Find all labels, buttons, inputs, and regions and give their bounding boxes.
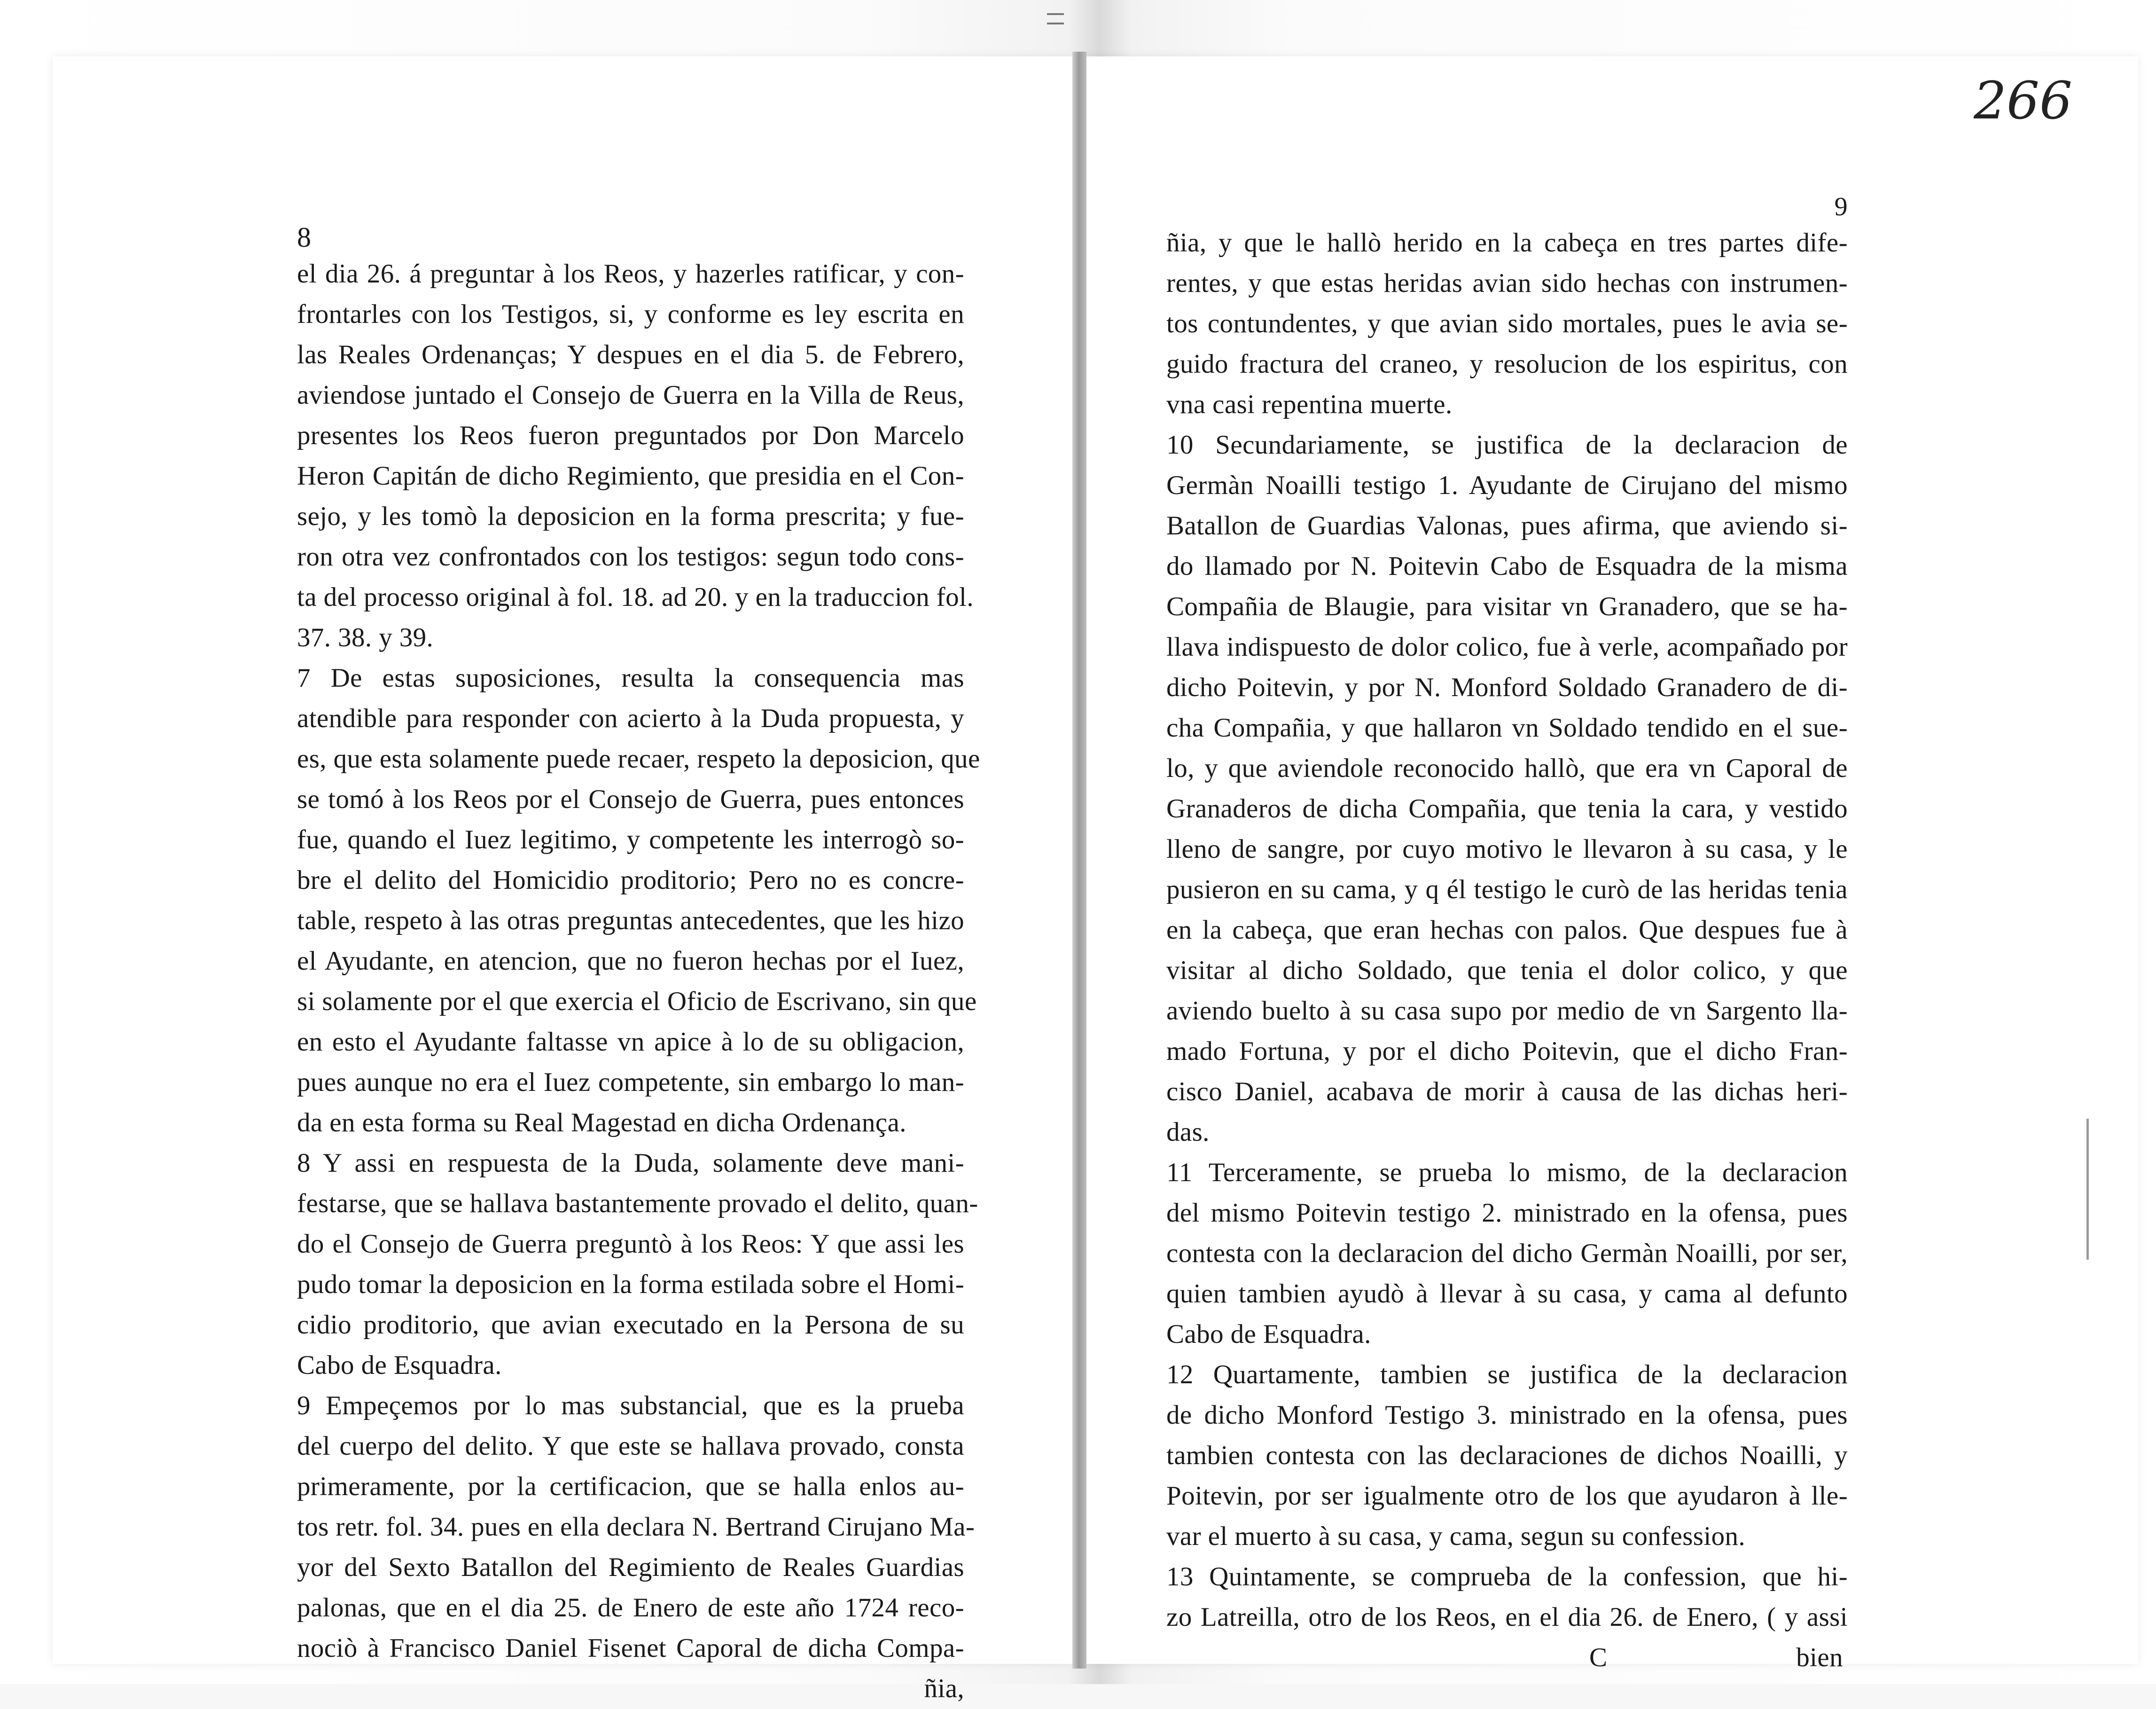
binding-mark (1047, 23, 1064, 24)
signature-mark: C (1589, 1643, 1608, 1672)
text-line: table, respeto à las otras preguntas antecedentes, que les hizo (297, 906, 964, 935)
text-line: pudo tomar la deposicion en la forma estilada sobre el Homi- (297, 1270, 965, 1299)
text-line: Compañia de Blaugie, para visitar vn Granadero, que se ha- (1166, 592, 1848, 621)
text-line: vna casi repentina muerte. (1166, 390, 1453, 419)
text-line: primeramente, por la certificacion, que se halla enlos au- (297, 1472, 964, 1501)
text-line: 9 Empeçemos por lo mas substancial, que es la prueba (297, 1391, 964, 1420)
text-line: lo, y que aviendole reconocido hallò, que era vn Caporal de (1166, 753, 1848, 783)
text-line: sejo, y les tomò la deposicion en la forma prescrita; y fue- (297, 502, 964, 531)
text-line: zo Latreilla, otro de los Reos, en el dia 26. de Enero, ( y assi (1166, 1602, 1848, 1632)
text-line: aviendose juntado el Consejo de Guerra en la Villa de Reus, (297, 380, 964, 410)
text-line: se tomó à los Reos por el Consejo de Guerra, pues entonces (297, 784, 964, 814)
text-line: cisco Daniel, acabava de morir à causa de las dichas heri- (1166, 1077, 1848, 1106)
text-line: tos retr. fol. 34. pues en ella declara N. Bertrand Cirujano Ma- (297, 1512, 975, 1542)
text-line: visitar al dicho Soldado, que tenia el dolor colico, y que (1166, 956, 1848, 985)
text-line: ron otra vez confrontados con los testigos: segun todo cons- (297, 542, 964, 572)
folio-number: 266 (1974, 71, 2072, 131)
text-line: Granaderos de dicha Compañia, que tenia la cara, y vestido (1166, 794, 1848, 823)
text-line: Batallon de Guardias Valonas, pues afirma, que aviendo si- (1166, 511, 1848, 541)
text-line: bre el delito del Homicidio proditorio; Pero no es concre- (297, 865, 964, 895)
text-line: 37. 38. y 39. (297, 623, 434, 652)
text-line: en esto el Ayudante faltasse vn apice à lo de su obligacion, (297, 1027, 964, 1057)
text-line: Heron Capitán de dicho Regimiento, que presidia en el Con- (297, 461, 964, 491)
text-line: del cuerpo del delito. Y que este se hallava provado, consta (297, 1431, 964, 1461)
text-line: llava indispuesto de dolor colico, fue à verle, acompañado por (1166, 632, 1848, 662)
text-line: contesta con la declaracion del dicho Germàn Noailli, por ser, (1166, 1239, 1848, 1268)
text-line: pues aunque no era el Iuez competente, sin embargo lo man- (297, 1067, 964, 1097)
text-line: var el muerto à su casa, y cama, segun su confession. (1166, 1521, 1746, 1551)
text-line: fue, quando el Iuez legitimo, y competente les interrogò so- (297, 825, 964, 854)
text-line: el dia 26. á preguntar à los Reos, y hazerles ratificar, y con- (297, 259, 964, 289)
text-line: tos contundentes, y que avian sido mortales, pues le avia se- (1166, 309, 1848, 338)
text-line: Poitevin, por ser igualmente otro de los que ayudaron à lle- (1166, 1481, 1848, 1511)
binding-mark (1047, 13, 1064, 15)
text-line: presentes los Reos fueron preguntados por Don Marcelo (297, 421, 964, 450)
text-line: ta del processo original à fol. 18. ad 20. y en la traduccion fol. (297, 582, 974, 612)
right-page-number: 9 (1834, 192, 1848, 221)
text-line: es, que esta solamente puede recaer, respeto la deposicion, que (297, 744, 980, 774)
text-line: pusieron en su cama, y q él testigo le curò de las heridas tenia (1166, 875, 1848, 904)
text-line: Cabo de Esquadra. (1166, 1319, 1371, 1349)
text-line: 7 De estas suposiciones, resulta la consequencia mas (297, 663, 964, 693)
text-line: das. (1166, 1117, 1210, 1147)
text-line: nociò à Francisco Daniel Fisenet Caporal de dicha Compa- (297, 1633, 964, 1663)
text-line: 13 Quintamente, se comprueba de la confession, que hi- (1166, 1562, 1848, 1591)
left-text-column (297, 221, 980, 1709)
text-line: lleno de sangre, por cuyo motivo le llevaron à su casa, y le (1166, 834, 1848, 864)
right-lines (1166, 223, 1848, 1638)
left-lines (297, 254, 980, 1669)
text-line: rentes, y que estas heridas avian sido hechas con instrumen- (1166, 268, 1848, 298)
text-line: aviendo buelto à su casa supo por medio de vn Sargento lla- (1166, 996, 1848, 1026)
text-line: 12 Quartamente, tambien se justifica de la declaracion (1166, 1360, 1848, 1389)
text-line: de dicho Monford Testigo 3. ministrado en la ofensa, pues (1166, 1400, 1848, 1430)
text-line: 11 Terceramente, se prueba lo mismo, de la declaracion (1166, 1158, 1848, 1187)
text-line: en la cabeça, que eran hechas con palos. Que despues fue à (1166, 915, 1848, 945)
text-line: frontarles con los Testigos, si, y conforme es ley escrita en (297, 299, 964, 329)
book-gutter (1072, 52, 1086, 1669)
text-line: dicho Poitevin, y por N. Monford Soldado Granadero de di- (1166, 673, 1848, 702)
left-catchword: ñia, (924, 1674, 964, 1703)
text-line: del mismo Poitevin testigo 2. ministrado en la ofensa, pues (1166, 1198, 1848, 1228)
text-line: cha Compañia, y que hallaron vn Soldado tendido en el sue- (1166, 713, 1848, 743)
text-line: Germàn Noailli testigo 1. Ayudante de Cirujano del mismo (1166, 470, 1848, 500)
text-line: cidio proditorio, que avian executado en la Persona de su (297, 1310, 964, 1340)
right-catchword: bien (1796, 1643, 1843, 1672)
page-edge-mark (2086, 1119, 2089, 1260)
text-line: 10 Secundariamente, se justifica de la declaracion de (1166, 430, 1848, 460)
text-line: quien tambien ayudò à llevar à su casa, y cama al defunto (1166, 1279, 1848, 1309)
text-line: el Ayudante, en atencion, que no fueron hechas por el Iuez, (297, 946, 964, 976)
text-line: do llamado por N. Poitevin Cabo de Esquadra de la misma (1166, 551, 1848, 581)
right-footer (1166, 1638, 1848, 1678)
text-line: atendible para responder con acierto à la Duda propuesta, y (297, 704, 964, 733)
text-line: guido fractura del craneo, y resolucion de los espiritus, con (1166, 349, 1848, 379)
text-line: mado Fortuna, y por el dicho Poitevin, que el dicho Fran- (1166, 1036, 1848, 1066)
text-line: palonas, que en el dia 25. de Enero de este año 1724 reco- (297, 1593, 964, 1623)
text-line: yor del Sexto Batallon del Regimiento de Reales Guardias (297, 1552, 964, 1582)
text-line: da en esta forma su Real Magestad en dicha Ordenança. (297, 1108, 906, 1137)
text-line: do el Consejo de Guerra preguntò à los Reos: Y que assi les (297, 1229, 964, 1259)
text-line: Cabo de Esquadra. (297, 1350, 502, 1380)
left-page-number: 8 (297, 222, 312, 253)
text-line: festarse, que se hallava bastantemente provado el delito, quan- (297, 1189, 978, 1218)
text-line: ñia, y que le hallò herido en la cabeça en tres partes dife- (1166, 228, 1848, 258)
text-line: tambien contesta con las declaraciones de dichos Noailli, y (1166, 1441, 1848, 1470)
text-line: 8 Y assi en respuesta de la Duda, solamente deve mani- (297, 1148, 964, 1178)
right-text-column (1166, 193, 1848, 1678)
text-line: las Reales Ordenanças; Y despues en el dia 5. de Febrero, (297, 340, 964, 369)
text-line: si solamente por el que exercia el Oficio de Escrivano, sin que (297, 987, 977, 1016)
